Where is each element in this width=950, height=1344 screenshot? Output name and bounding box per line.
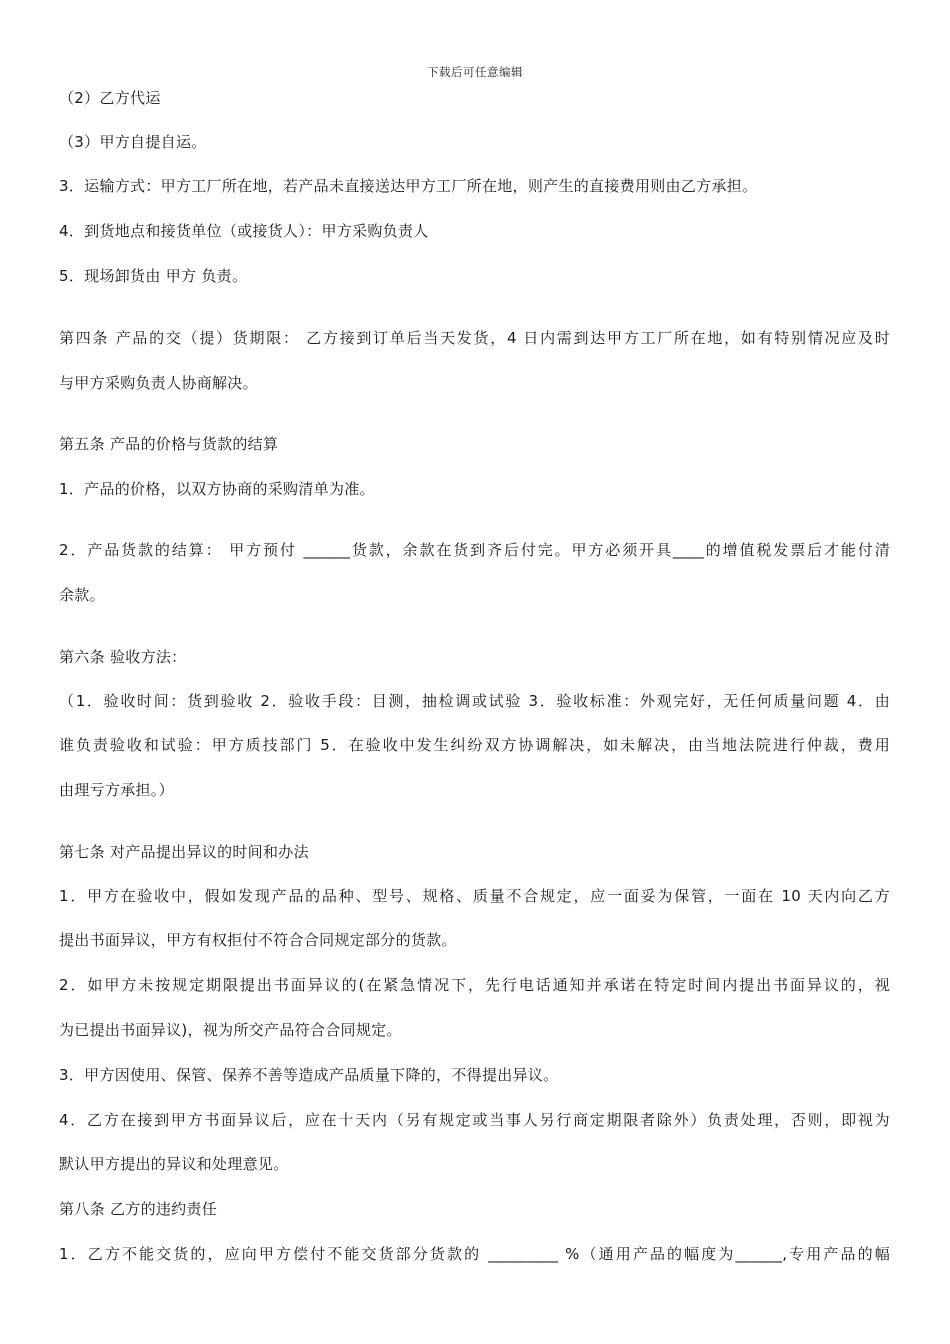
document-line: （2）乙方代运 [59, 89, 161, 107]
document-line: （3）甲方自提自运。 [59, 133, 207, 151]
document-line: 第八条 乙方的违约责任 [59, 1200, 218, 1218]
document-line: 第六条 验收方法： [59, 648, 187, 666]
document-line: 默认甲方提出的异议和处理意见。 [59, 1155, 289, 1173]
document-line: 1．产品的价格，以双方协商的采购清单为准。 [59, 480, 375, 498]
document-line: 4．到货地点和接货单位（或接货人）：甲方采购负责人 [59, 222, 429, 240]
document-line: 第七条 对产品提出异议的时间和办法 [59, 843, 309, 861]
document-line: 2．产品货款的结算： 甲方预付 ______货款，余款在货到齐后付完。甲方必须开具____的增值税发票后才能付清 [59, 541, 890, 559]
document-line: 5．现场卸货由 甲方 负责。 [59, 267, 248, 285]
document-line: 由理亏方承担。） [59, 781, 174, 799]
document-line: 与甲方采购负责人协商解决。 [59, 374, 258, 392]
document-line: 4．乙方在接到甲方书面异议后，应在十天内（另有规定或当事人另行商定期限者除外）负责处理，否则，即视为 [59, 1111, 890, 1129]
page-header: 下载后可任意编辑 [427, 65, 523, 79]
document-line: 3．甲方因使用、保管、保养不善等造成产品质量下降的，不得提出异议。 [59, 1066, 559, 1084]
document-line: 1．甲方在验收中，假如发现产品的品种、型号、规格、质量不合规定，应一面妥为保管，一面在 10 天内向乙方 [59, 887, 890, 905]
document-line: 为已提出书面异议)，视为所交产品符合合同规定。 [59, 1021, 402, 1039]
document-line: （1．验收时间：货到验收 2．验收手段：目测，抽检调或试验 3．验收标准：外观完好，无任何质量问题 4．由 [59, 692, 890, 710]
document-line: 谁负责验收和试验：甲方质技部门 5．在验收中发生纠纷双方协调解决，如未解决，由当地法院进行仲裁，费用 [59, 736, 890, 754]
document-line: 提出书面异议，甲方有权拒付不符合合同规定部分的货款。 [59, 931, 457, 949]
document-line: 3．运输方式：甲方工厂所在地，若产品未直接送达甲方工厂所在地，则产生的直接费用则由乙方承担。 [59, 177, 758, 195]
document-line: 余款。 [59, 586, 105, 604]
document-line: 第五条 产品的价格与货款的结算 [59, 435, 279, 453]
document-line: 第四条 产品的交（提）货期限： 乙方接到订单后当天发货，4 日内需到达甲方工厂所在地，如有特别情况应及时 [59, 329, 890, 347]
document-line: 2．如甲方未按规定期限提出书面异议的(在紧急情况下，先行电话通知并承诺在特定时间内提出书面异议的，视 [59, 976, 890, 994]
document-line: 1．乙方不能交货的，应向甲方偿付不能交货部分货款的 _________ %（通用产品的幅度为______,专用产品的幅 [59, 1245, 890, 1263]
